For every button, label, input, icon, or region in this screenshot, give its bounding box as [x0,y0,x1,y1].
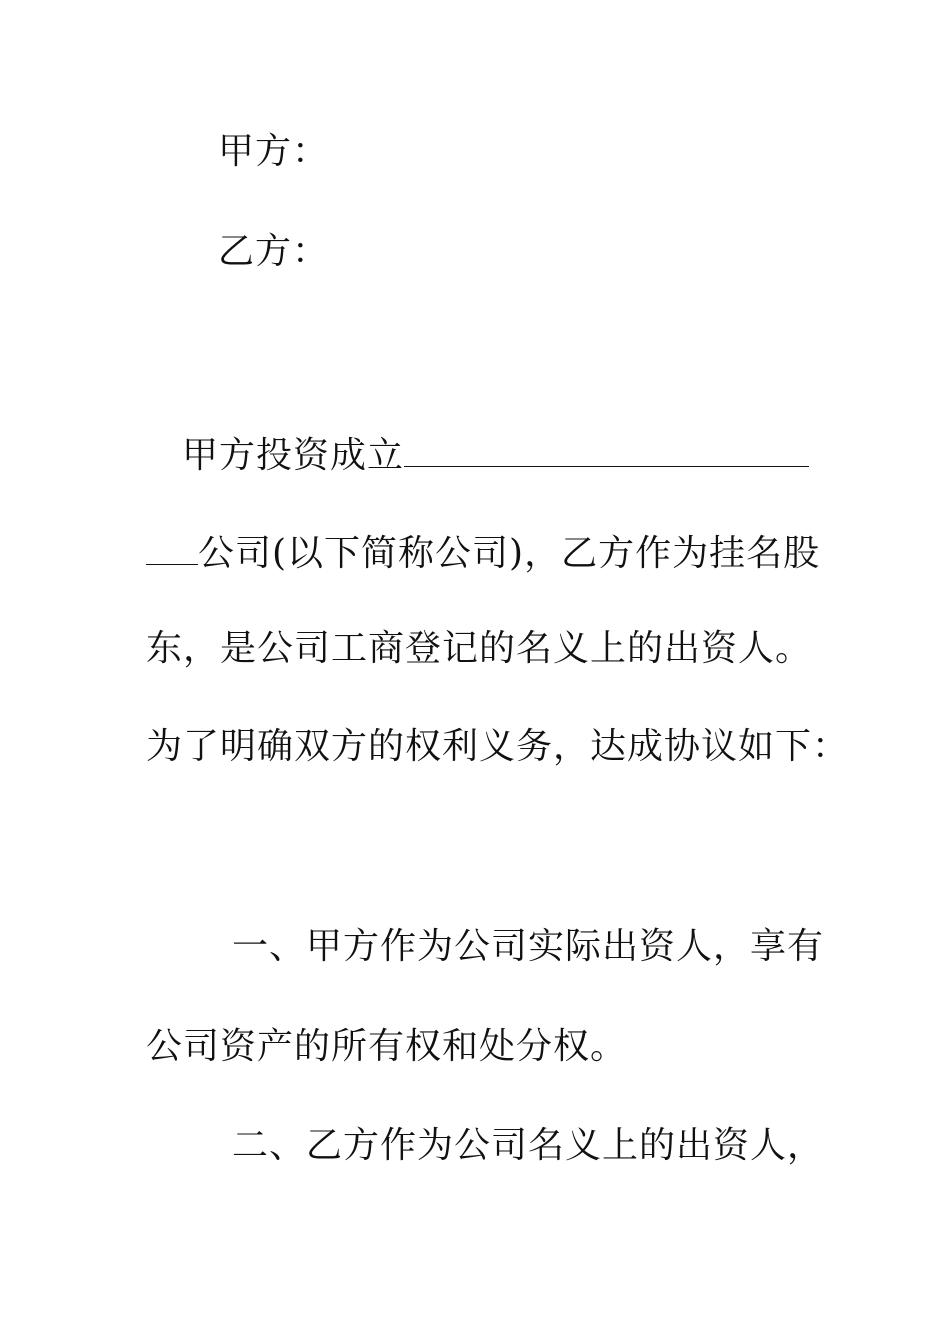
party-b-label: 乙方： [218,231,330,272]
intro-line-3: 东，是公司工商登记的名义上的出资人。 [146,628,813,669]
intro-line-4: 为了明确双方的权利义务，达成协议如下： [146,726,850,767]
company-name-blank-continued [146,528,198,565]
clause-1-line-1: 一、甲方作为公司实际出资人，享有 [232,926,825,967]
intro-line-1 [182,430,809,478]
clause-1-line-2: 公司资产的所有权和处分权。 [146,1026,628,1067]
intro-line-1-text: 甲方投资成立 [182,435,405,476]
intro-line-2-text: 公司(以下简称公司)，乙方作为挂名股 [198,533,821,574]
company-name-blank [404,430,809,467]
intro-line-2 [146,528,820,576]
clause-2-line-1: 二、乙方作为公司名义上的出资人， [232,1125,825,1166]
party-a-label: 甲方： [218,131,330,172]
